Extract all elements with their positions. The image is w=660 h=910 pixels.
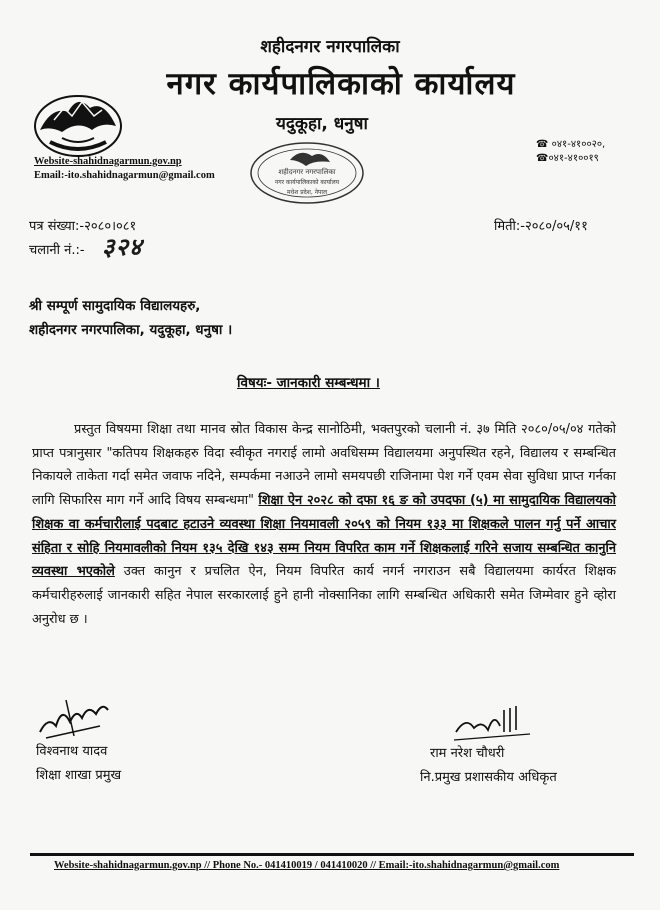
seal-text-3: मधेश प्रदेश, नेपाल [286,189,328,196]
nepal-emblem-logo [32,86,124,158]
office-seal [248,140,366,206]
right-signature [452,702,536,744]
email-address: Email:-ito.shahidnagarmun@gmail.com [34,170,215,181]
seal-text-1: शहीदनगर नगरपालिका [278,168,336,176]
website-link[interactable]: Website-shahidnagarmun.gov.np [34,156,182,167]
body-part-3: उक्त कानुन र प्रचलित ऐन, नियम विपरित कार्य नगर्न नगराउन सबै विद्यालयमा कार्यरत शिक्षक कर्मचारीहरुलाई जानकारी सहित नेपाल सरकारलाई हुने हानी नोक्सानिका लागि सम्बन्धित अधिकारी समेत जिम्मेवार हुने व्होरा अनुरोध छ । [32,564,616,627]
phone-number-1: ☎ ०४१-४१००२०, [536,139,606,150]
dispatch-number: ३२४ [102,232,143,261]
body-part-2-emphasized: शिक्षा ऐन २०२८ को दफा १६ ङ को उपदफा (५) मा सामुदायिक विद्यालयको शिक्षक वा कर्मचारीलाई पदबाट हटाउने व्यवस्था शिक्षा नियमावली २०५९ को नियम १३३ मा शिक्षकले पालन गर्नु पर्ने आचार संहिता र सोहि नियमावलीको नियम १३५ देखि १४३ सम्म नियम विपरित काम गर्ने शिक्षकलाई गरिने सजाय सम्बन्धित कानुनि व्यवस्था भएकोले [32,493,616,580]
phone-numbers [536,138,605,166]
seal-text-2: नगर कार्यपालिकाको कार्यालय [274,179,340,186]
recipient-line-2: शहीदनगर नगरपालिका, यदुकूहा, धनुषा । [29,322,233,338]
municipality-name: शहीदनगर नगरपालिका [260,37,400,57]
office-title: नगर कार्यपालिकाको कार्यालय [166,66,516,102]
footer-contact: Website-shahidnagarmun.gov.np // Phone No.- 041410019 / 041410020 // Email:-ito.shahidnagarmun@gmail.com [54,860,560,871]
seal-graphic [248,140,366,206]
letter-date: मिती:-२०८०/०५/११ [494,219,588,234]
reference-number: पत्र संख्या:-२०८०।०८१ [29,219,137,234]
left-signatory-name: विश्वनाथ यादव [36,744,108,759]
dispatch-label: चलानी नं.:- [29,243,85,258]
office-location: यदुकूहा, धनुषा [276,114,368,134]
body-part-1: प्रस्तुत विषयमा शिक्षा तथा मानव स्रोत विकास केन्द्र सानोठिमी, भक्तपुरको चलानी नं. ३७ मिति २०८०/०५/०४ गतेको प्राप्त पत्रानुसार "कतिपय शिक्षकहरु विदा स्वीकृत नगराई लामो अवधिसम्म विद्यालयमा अनुपस्थित रहने, विद्यालय र सम्बन्धित निकायले ताकेता गर्दा समेत जवाफ नदिने, सम्पर्कमा नआउने लामो समयपछी राजिनामा पेश गर्ने एवम सेवा सुविधा प्राप्त गर्नका लागि सिफारिस माग गर्ने आदि विषय सम्बन्धमा" [32,422,616,509]
right-signatory-role: नि.प्रमुख प्रशासकीय अधिकृत [420,770,557,785]
letter-body [32,418,616,631]
letter-subject: विषयः- जानकारी सम्बन्धमा । [237,375,380,391]
right-signatory-name: राम नरेश चौधरी [430,746,505,761]
footer-divider [30,853,634,856]
left-signatory-role: शिक्षा शाखा प्रमुख [36,768,122,783]
left-signature [36,696,112,742]
phone-number-2: ☎०४१-४१००१९ [536,153,599,164]
recipient-line-1: श्री सम्पूर्ण सामुदायिक विद्यालयहरु, [29,298,201,314]
recipient-block [29,294,232,342]
